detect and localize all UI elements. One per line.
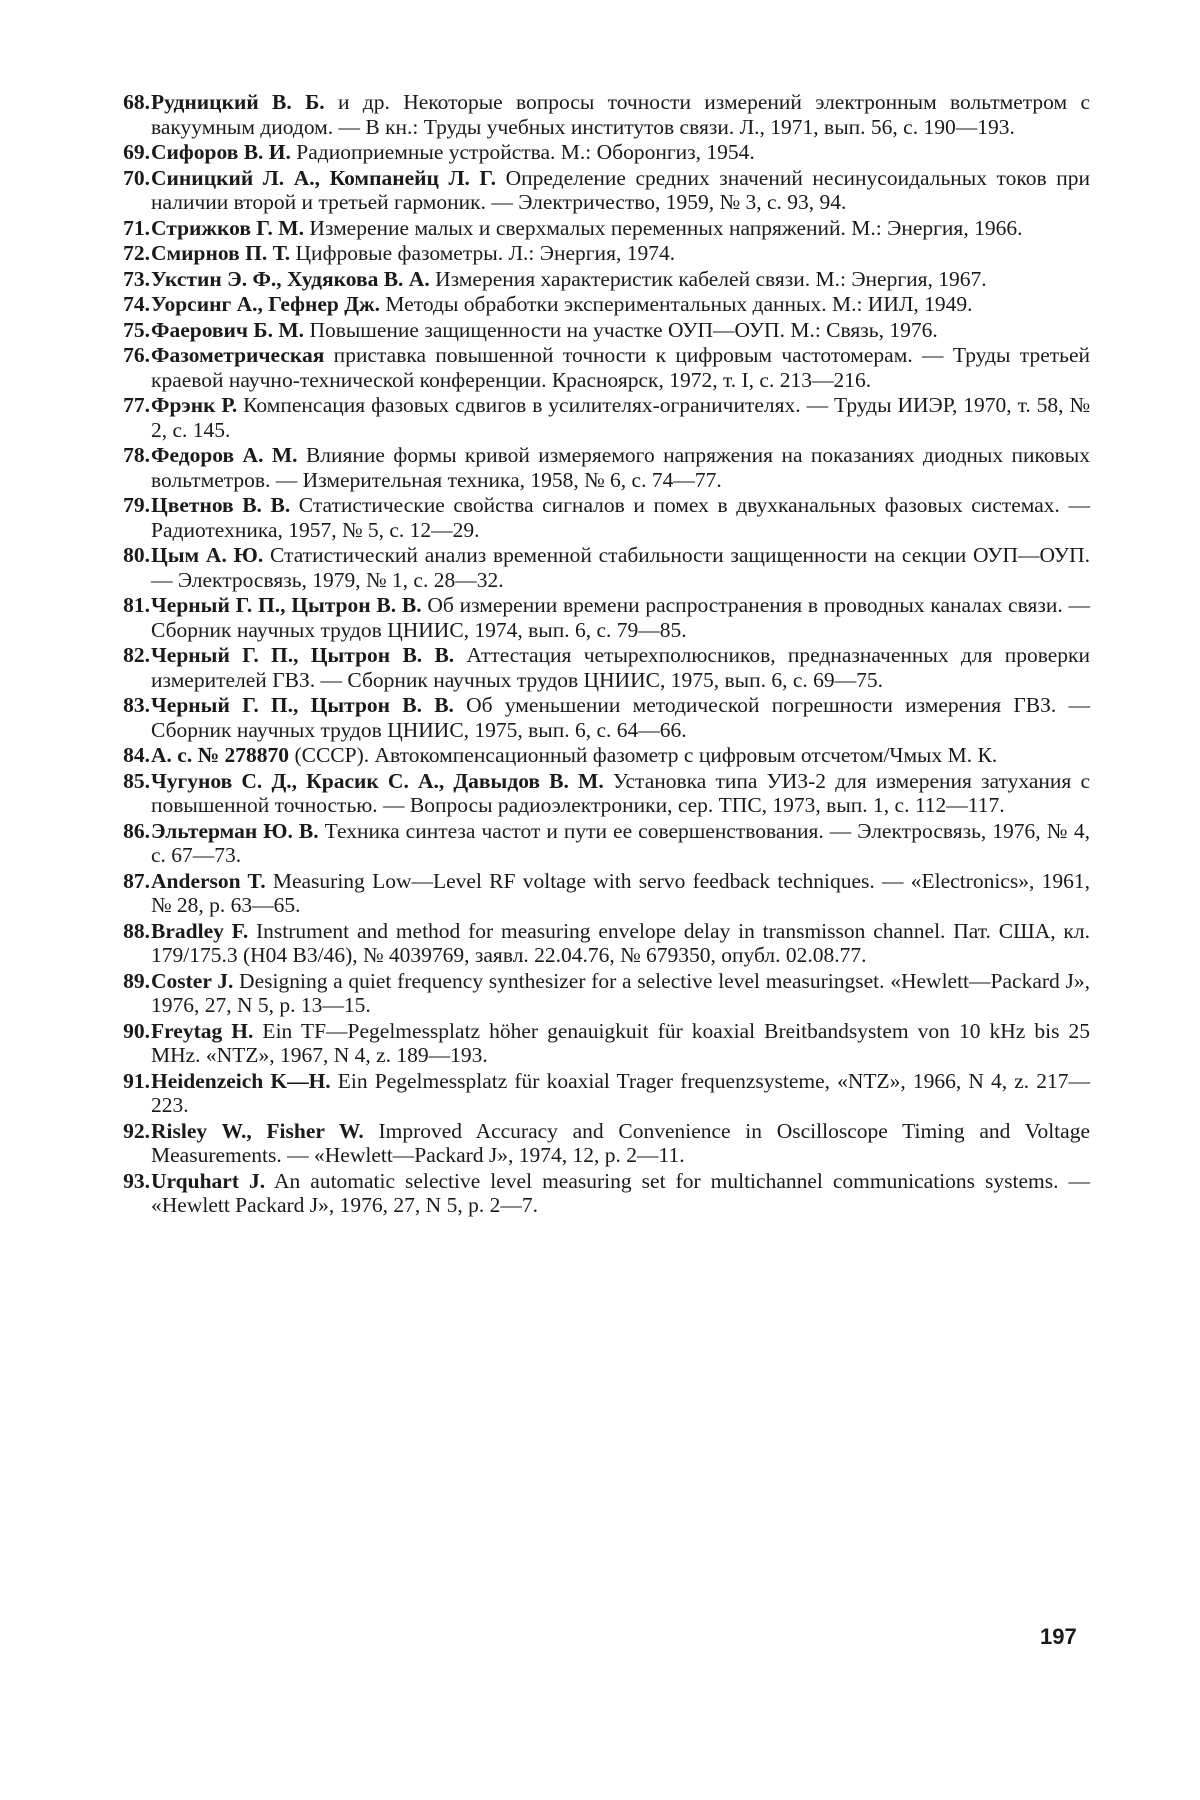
reference-text: Установка типа УИЗ-2 для измерения затухания с повышенной точностью. — Вопросы радиоэлектроники, сер. ТПС, 1973, вып. 1, с. 112—117. — [151, 768, 1090, 817]
reference-author: Цветнов В. В. — [151, 493, 291, 517]
reference-entry — [116, 1069, 1090, 1118]
reference-author: Федоров А. М. — [151, 443, 298, 467]
reference-text: Измерение малых и сверхмалых переменных напряжений. М.: Энергия, 1966. — [303, 215, 1023, 240]
reference-entry — [116, 969, 1090, 1018]
reference-number: 68 . — [116, 90, 150, 115]
reference-entry — [116, 443, 1090, 492]
reference-author: Bradley F. — [151, 918, 249, 943]
reference-number: 84 . — [116, 743, 150, 768]
reference-entry — [116, 919, 1090, 968]
reference-author: Сифоров В. И. — [151, 140, 291, 164]
reference-entry — [116, 819, 1090, 868]
reference-entry — [116, 869, 1090, 918]
reference-author: Freytag H. — [151, 1018, 254, 1043]
reference-text: Об измерении времени распространения в проводных каналах связи. — Сборник научных трудов ЦНИИС, 1974, вып. 6, с. 79—85. — [151, 593, 1090, 642]
reference-author: Эльтерман Ю. В. — [151, 818, 319, 843]
reference-number: 92 . — [116, 1119, 150, 1144]
reference-author: Черный Г. П., Цытрон В. В. — [151, 693, 454, 717]
reference-entry — [116, 166, 1090, 215]
reference-text: Методы обработки экспериментальных данных. М.: ИИЛ, 1949. — [380, 292, 973, 316]
reference-number: 75 . — [116, 318, 150, 343]
reference-author: Стрижков Г. М. — [151, 215, 304, 240]
reference-text: Компенсация фазовых сдвигов в усилителях-ограничителях. — Труды ИИЭР, 1970, т. 58, № 2, с. 145. — [151, 393, 1090, 442]
reference-author: А. с. № 278870 — [151, 743, 290, 767]
reference-entry — [116, 693, 1090, 742]
reference-text: Повышение защищенности на участке ОУП—ОУП. М.: Связь, 1976. — [304, 317, 938, 342]
reference-author: Черный Г. П., Цытрон В. В. — [151, 643, 455, 667]
reference-author: Coster J. — [151, 968, 234, 993]
reference-entry — [116, 90, 1090, 139]
reference-number: 71 . — [116, 216, 150, 241]
reference-entry — [116, 1019, 1090, 1068]
reference-entry — [116, 343, 1090, 392]
reference-number: 90 . — [116, 1019, 150, 1044]
reference-author: Цым А. Ю. — [151, 543, 264, 567]
reference-entry — [116, 593, 1090, 642]
reference-entry — [116, 318, 1090, 343]
reference-text: Влияние формы кривой измеряемого напряжения на показаниях диодных пиковых вольтметров. — Измерительная техника, 1958, № 6, с. 74—77. — [151, 443, 1090, 492]
reference-text: Measuring Low—Level RF voltage with servo feedback techniques. — «Electronics», 1961, № 28, p. 63—65. — [151, 868, 1090, 917]
reference-entry — [116, 393, 1090, 442]
reference-text: (СССР). Автокомпенсационный фазометр с цифровым отсчетом/Чмых М. К. — [289, 743, 998, 767]
reference-entry — [116, 543, 1090, 592]
reference-author: Уорсинг А., Гефнер Дж. — [151, 292, 381, 316]
reference-text: Об уменьшении методической погрешности измерения ГВЗ. — Сборник научных трудов ЦНИИС, 1975, вып. 6, с. 64—66. — [151, 693, 1090, 742]
reference-number: 91 . — [116, 1069, 150, 1094]
reference-number: 81 . — [116, 593, 150, 618]
reference-entry — [116, 292, 1090, 317]
reference-number: 72 . — [116, 241, 150, 266]
reference-text: Радиоприемные устройства. М.: Оборонгиз, 1954. — [290, 140, 755, 164]
reference-number: 74 . — [116, 292, 150, 317]
reference-entry — [116, 493, 1090, 542]
reference-number: 93 . — [116, 1169, 150, 1194]
reference-author: Синицкий Л. А., Компанейц Л. Г. — [151, 165, 497, 190]
reference-number: 76 . — [116, 343, 150, 368]
reference-number: 80 . — [116, 543, 150, 568]
reference-number: 86 . — [116, 819, 150, 844]
reference-number: 78 . — [116, 443, 150, 468]
reference-entry — [116, 216, 1090, 241]
reference-number: 82 . — [116, 643, 150, 668]
reference-number: 88 . — [116, 919, 150, 944]
reference-text: Статистический анализ временной стабильности защищенности на секции ОУП—ОУП. — Электросвязь, 1979, № 1, с. 28—32. — [151, 543, 1091, 592]
reference-text: и др. Некоторые вопросы точности измерений электронным вольтметром с вакуумным диодом. — В кн.: Труды учебных институтов связи. Л., 1971, вып. 56, с. 190—193. — [151, 90, 1090, 139]
reference-entry — [116, 1169, 1090, 1218]
reference-text: Измерения характеристик кабелей связи. М.: Энергия, 1967. — [429, 266, 987, 291]
reference-author: Черный Г. П., Цытрон В. В. — [151, 593, 422, 617]
reference-text: Определение средних значений несинусоидальных токов при наличии второй и третьей гармоник. — Электричество, 1959, № 3, с. 93, 94. — [151, 165, 1090, 214]
reference-entry — [116, 267, 1090, 292]
reference-text: приставка повышенной точности к цифровым частотомерам. — Труды третьей краевой научно-технической конференции. Красноярск, 1972, т. I, с. 213—216. — [151, 343, 1090, 392]
reference-author: Фаерович Б. М. — [151, 317, 305, 342]
reference-entry — [116, 743, 1090, 768]
reference-list — [116, 90, 1090, 1219]
reference-number: 69 . — [116, 140, 150, 165]
reference-text: Improved Accuracy and Convenience in Oscilloscope Timing and Voltage Measurements. — «Hewlett—Packard J», 1974, 12, p. 2—11. — [151, 1118, 1090, 1167]
reference-number: 87 . — [116, 869, 150, 894]
reference-entry — [116, 769, 1090, 818]
reference-author: Рудницкий В. Б. — [151, 90, 325, 114]
reference-author: Urquhart J. — [151, 1168, 266, 1193]
reference-text: Цифровые фазометры. Л.: Энергия, 1974. — [290, 241, 676, 265]
reference-number: 83 . — [116, 693, 150, 718]
reference-author: Heidenzeich K—H. — [151, 1068, 331, 1093]
reference-entry — [116, 643, 1090, 692]
reference-number: 89 . — [116, 969, 150, 994]
reference-text: Instrument and method for measuring envelope delay in transmisson channel. Пат. США, кл. 179/175.3 (H04 B3/46), № 4039769, заявл. 22.04.76, № 679350, опубл. 02.08.77. — [151, 918, 1090, 967]
reference-text: Designing a quiet frequency synthesizer for a selective level measuringset. «Hewlett—Packard J», 1976, 27, N 5, p. 13—15. — [151, 968, 1090, 1017]
reference-number: 73 . — [116, 267, 150, 292]
reference-number: 85 . — [116, 769, 150, 794]
reference-text: Статистические свойства сигналов и помех в двухканальных фазовых системах. — Радиотехника, 1957, № 5, с. 12—29. — [151, 493, 1090, 542]
reference-author: Чугунов С. Д., Красик С. А., Давыдов В. М. — [151, 768, 604, 793]
reference-text: Ein Pegelmessplatz für koaxial Trager frequenzsysteme, «NTZ», 1966, N 4, z. 217—223. — [151, 1068, 1090, 1117]
reference-entry — [116, 241, 1090, 266]
reference-number: 77 . — [116, 393, 150, 418]
reference-text: Техника синтеза частот и пути ее совершенствования. — Электросвязь, 1976, № 4, с. 67—73. — [151, 818, 1090, 867]
reference-author: Фрэнк Р. — [151, 393, 238, 417]
page-number: 197 — [1040, 1624, 1077, 1649]
reference-text: Ein TF—Pegelmessplatz höher genauigkuit für koaxial Breitbandsystem von 10 kHz bis 25 MHz. «NTZ», 1967, N 4, z. 189—193. — [151, 1018, 1090, 1067]
reference-author: Risley W., Fisher W. — [151, 1118, 364, 1143]
reference-author: Anderson T. — [151, 868, 266, 893]
reference-author: Смирнов П. Т. — [151, 241, 291, 265]
reference-entry — [116, 1119, 1090, 1168]
reference-number: 79 . — [116, 493, 150, 518]
reference-text: Аттестация четырехполюсников, предназначенных для проверки измерителей ГВЗ. — Сборник научных трудов ЦНИИС, 1975, вып. 6, с. 69—75. — [151, 643, 1090, 692]
reference-number: 70 . — [116, 166, 150, 191]
reference-entry — [116, 140, 1090, 165]
reference-author: Фазометрическая — [151, 343, 325, 367]
reference-text: An automatic selective level measuring set for multichannel communications systems. — «Hewlett Packard J», 1976, 27, N 5, p. 2—7. — [151, 1168, 1090, 1217]
reference-author: Укстин Э. Ф., Худякова В. А. — [151, 266, 430, 291]
